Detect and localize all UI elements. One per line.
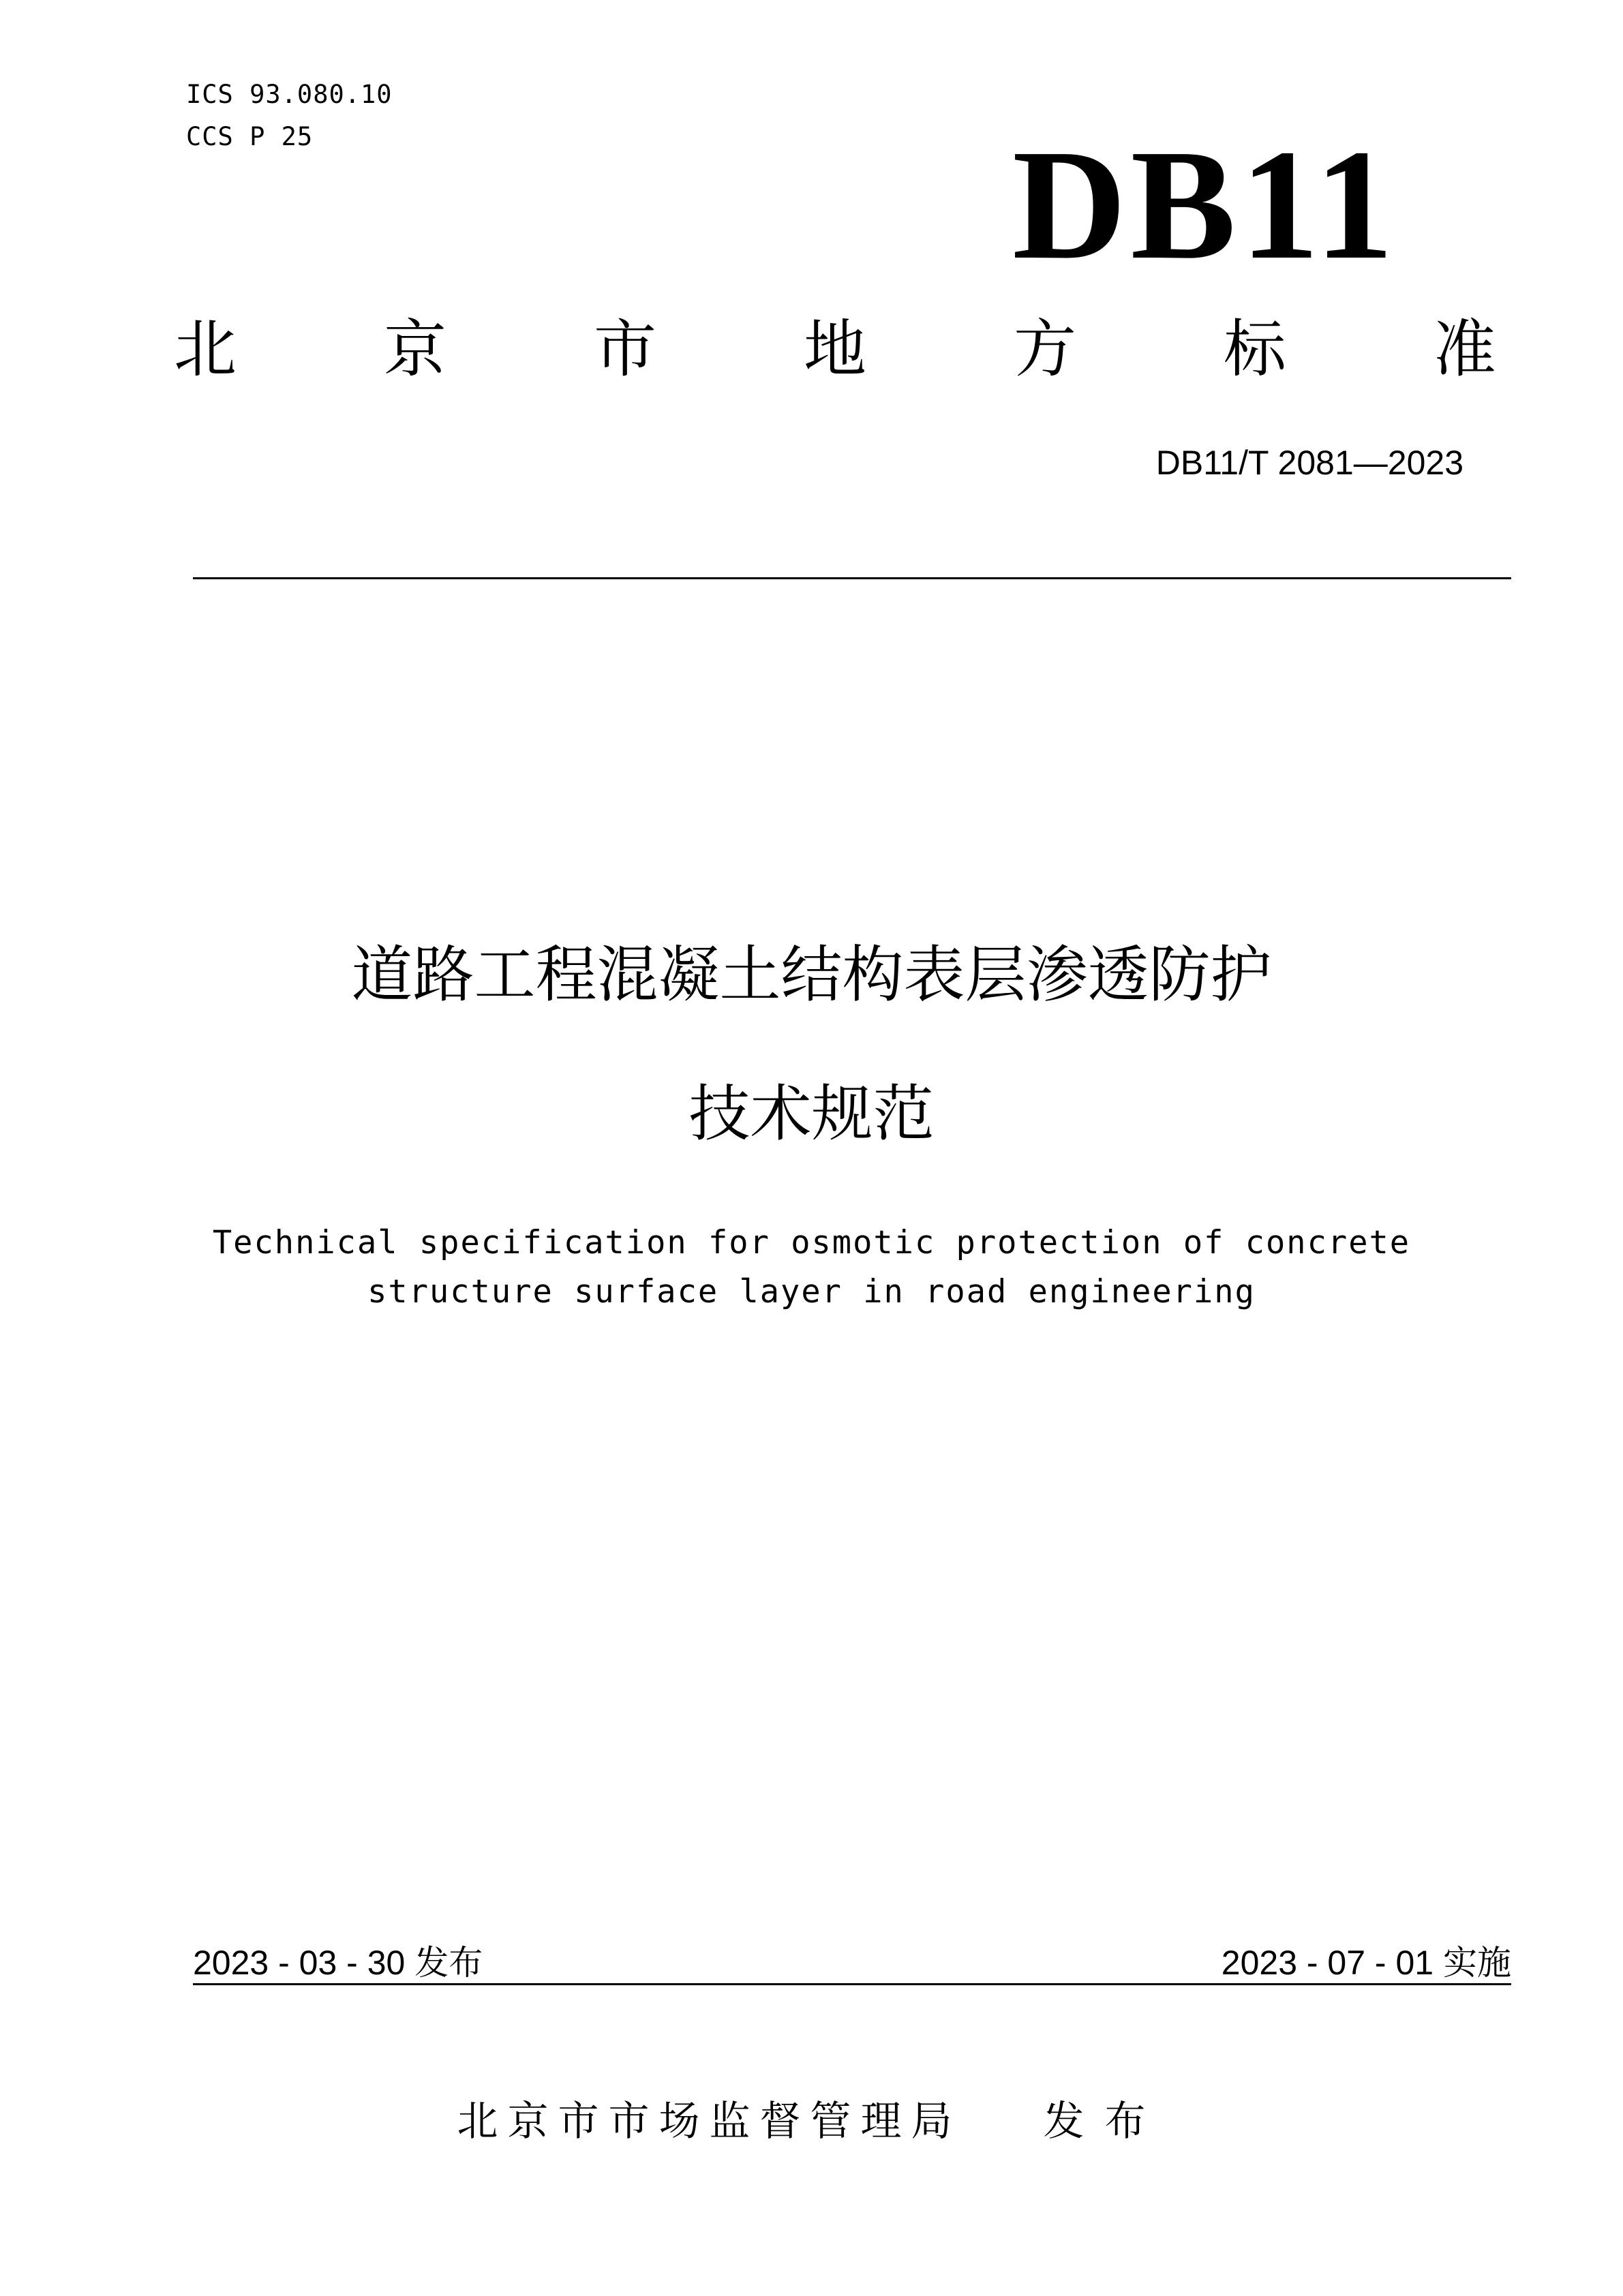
standard-type-char: 标 (1223, 313, 1286, 386)
ccs-code: CCS P 25 (186, 122, 314, 151)
title-en-line1: Technical specification for osmotic protection of concrete (212, 1224, 1411, 1261)
publisher (0, 2089, 1623, 2147)
db11-logo: DB11 (1012, 117, 1398, 292)
implement-date: 2023 - 07 - 01 实施 (1221, 1944, 1511, 1982)
ics-code: ICS 93.080.10 (186, 80, 393, 109)
standard-type-char: 方 (1013, 313, 1076, 386)
standard-type-char: 北 (174, 313, 237, 386)
standard-number: DB11/T 2081—2023 (1155, 444, 1463, 482)
standard-type-char: 京 (383, 313, 446, 386)
standard-type-char: 地 (803, 313, 866, 386)
title-cn-line1: 道路工程混凝土结构表层渗透防护 (351, 939, 1272, 1011)
standard-type (174, 312, 1496, 387)
title-en-line2: structure surface layer in road engineering (367, 1273, 1256, 1311)
issue-date: 2023 - 03 - 30 发布 (193, 1944, 483, 1982)
publisher-action: 发布 (1043, 2098, 1166, 2145)
standard-type-char: 准 (1433, 313, 1496, 386)
publisher-name: 北京市市场监督管理局 (457, 2098, 962, 2145)
bottom-divider (193, 1983, 1511, 1985)
standard-type-char: 市 (593, 313, 656, 386)
title-cn-line2: 技术规范 (688, 1078, 935, 1150)
top-divider (193, 577, 1511, 579)
